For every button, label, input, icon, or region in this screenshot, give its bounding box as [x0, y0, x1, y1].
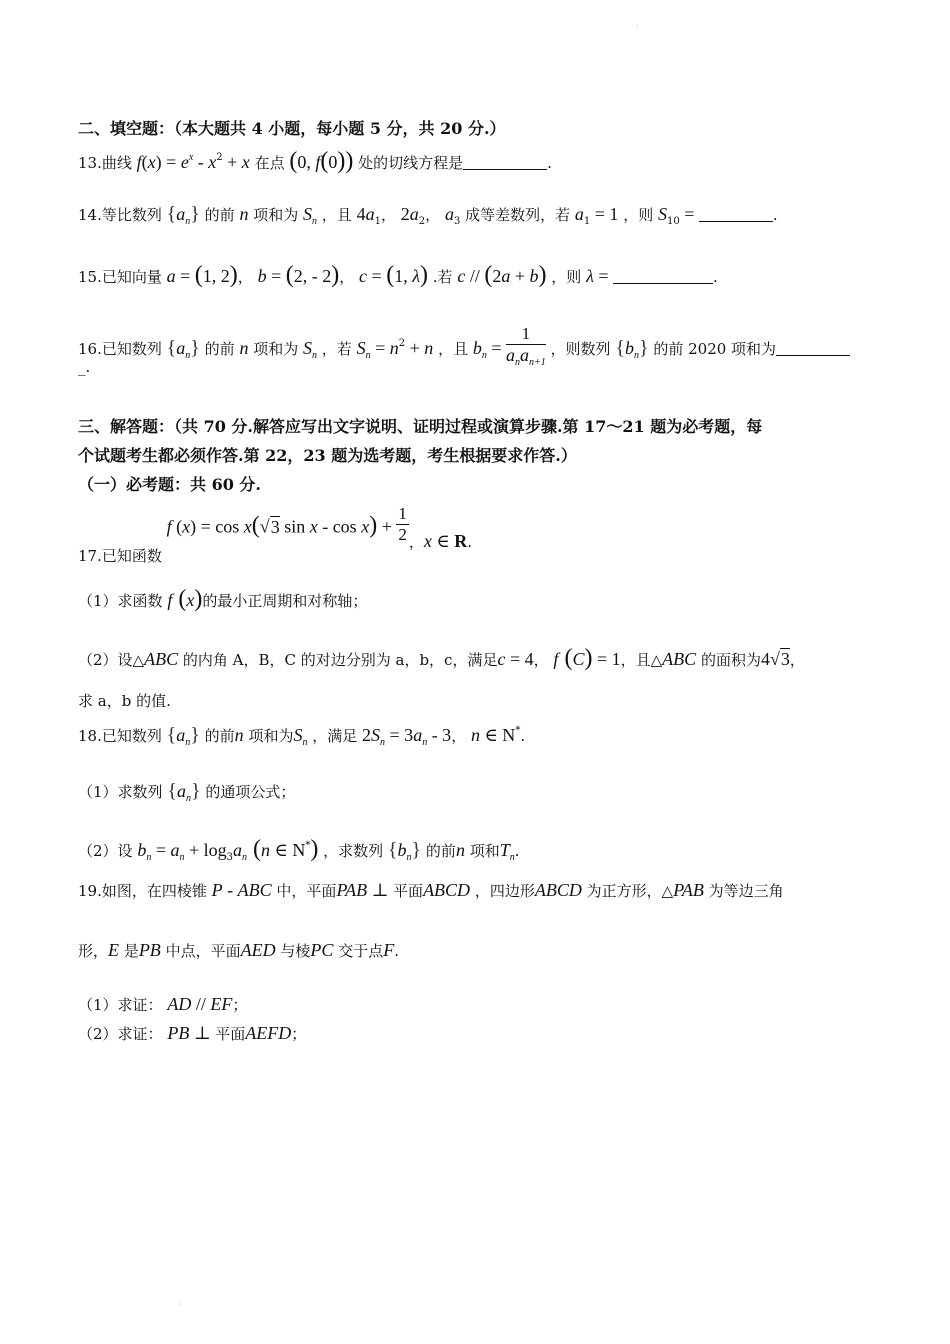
q19-part2-b: 平面	[215, 1025, 246, 1043]
q18-text-2: 项和为	[248, 727, 294, 745]
question-15: 15.已知向量 a = (1, 2)， b = (2, - 2)， c = (1, λ) .若 c // (2a + b) ，则 λ = .	[78, 262, 718, 288]
question-16-cont	[78, 358, 90, 376]
answer-blank-13[interactable]	[463, 155, 547, 170]
section-solve-title-2	[78, 443, 577, 466]
q13-label: 13.曲线	[78, 154, 132, 172]
q17-part2-a: （2）设△	[78, 651, 145, 669]
section3-subtitle: （一）必考题：共 60 分.	[78, 475, 261, 494]
q19-l2-d: 与棱	[280, 942, 311, 960]
q18-part1: （1）求数列 $\{a_n\}$ 的通项公式；	[78, 780, 296, 804]
q17-part1-a: （1）求函数	[78, 592, 163, 610]
q16-text-3: ，若	[321, 340, 352, 358]
q14-text-4: 成等差数列，若	[465, 206, 571, 224]
q19-label: 19.如图，在四棱锥	[78, 882, 207, 900]
q17-part2-c: ，且△	[620, 651, 663, 669]
q14-text-1: 的前	[204, 206, 235, 224]
q16-cont-text: _.	[78, 358, 91, 376]
q15-text-2: ，则	[551, 268, 582, 286]
question-14: 14.等比数列 $\{a_n\}$ 的前 n 项和为 $S_n$ ，且 $4a_1$， $2a_2$， $a_3$ 成等差数列，若 $a_1 = 1$ ，则 $S_{10}$ = .	[78, 203, 778, 227]
q18-text-3: ，满足	[312, 727, 358, 745]
decorative-dot-bottom: ·	[178, 1300, 181, 1309]
q19-text-2: 平面	[393, 882, 424, 900]
q19-l2-e: 交于点	[338, 942, 384, 960]
q18-label: 18.已知数列	[78, 727, 162, 745]
question-16: 16.已知数列 $\{a_n\}$ 的前 n 项和为 $S_n$ ，若 $S_n = n^2 + n$ ，且 $b_n$ = $\frac{1}{a_na_{n+1}}$ ，则数列 $\{b_n\}$ 的前 2020 项和为	[78, 328, 850, 372]
q14-text-3: ，且	[321, 206, 352, 224]
q18-part2-d: 项和	[469, 842, 500, 860]
q13-text-end: 处的切线方程是	[358, 154, 464, 172]
q17-part2-e: 求 a，b 的值.	[78, 692, 171, 710]
section-fill-in-title	[78, 116, 506, 139]
q14-period: .	[772, 206, 778, 224]
q16-text-1: 的前	[204, 340, 235, 358]
q18-text-1: 的前	[204, 727, 235, 745]
q16-text-4: ，且	[438, 340, 469, 358]
q15-label: 15.已知向量	[78, 268, 162, 286]
q18-part2-c: 的前	[425, 842, 456, 860]
answer-blank-16[interactable]	[776, 341, 850, 356]
q16-text-2: 项和为	[253, 340, 299, 358]
q19-l2-c: 中点，平面	[165, 942, 241, 960]
q17-part1: （1）求函数 f (x)的最小正周期和对称轴；	[78, 586, 368, 612]
q18-part2-b: ，求数列	[323, 842, 384, 860]
q17-part2-d: 的面积为	[700, 651, 761, 669]
q18-part1-b: 的通项公式；	[205, 783, 296, 801]
q18-part2: （2）设 $b_n = a_n + \log_3a_n$ (n ∈ N*) ，求数列 $\{b_n\}$ 的前n 项和$T_n$.	[78, 836, 520, 863]
q13-period: .	[547, 154, 552, 172]
q19-text-3: ，四边形	[474, 882, 535, 900]
q17-half: $\frac{1}{2}$	[398, 504, 407, 544]
q15-text-1: .若	[432, 268, 453, 286]
question-13: 13.曲线 $f(x) = e^x - x^2 + x$ 在点 (0, f(0)) 处的切线方程是 .	[78, 148, 552, 174]
question-17: 17.已知函数 f (x) = cos x(√3 sin x - cos x) + $\frac{1}{2}$ ，x ∈ R.	[78, 504, 472, 565]
answer-blank-14[interactable]	[699, 207, 773, 222]
q19-text-4: 为正方形，△	[586, 882, 674, 900]
q17-part2-b: 的内角 A，B，C 的对边分别为 a，b，c，满足	[182, 651, 498, 669]
section-title-text: 二、填空题：（本大题共 4 小题，每小题 5 分，共 20 分.）	[78, 119, 506, 138]
q16-text-5: ，则数列	[550, 340, 611, 358]
q14-text-5: ，则	[623, 206, 654, 224]
section3-title-line1: 三、解答题：（共 70 分.解答应写出文字说明、证明过程或演算步骤.第 17～21 题为必考题，每	[78, 417, 763, 436]
question-18: 18.已知数列 $\{a_n\}$ 的前n 项和为$S_n$ ，满足 $2S_n = 3a_n - 3$， n ∈ N*.	[78, 724, 526, 748]
q17-label: 17.已知函数	[78, 546, 162, 565]
q19-text-1: 中，平面	[276, 882, 337, 900]
q13-text-point: 在点	[254, 154, 285, 172]
answer-blank-15[interactable]	[613, 269, 713, 284]
q19-part1: （1）求证： AD // EF；	[78, 994, 248, 1014]
question-19: 19.如图，在四棱锥 P - ABC 中，平面PAB ⊥ 平面ABCD ，四边形ABCD 为正方形，△PAB 为等边三角	[78, 880, 784, 900]
q19-text-5: 为等边三角	[708, 882, 784, 900]
q16-fraction: $\frac{1}{a_na_{n+1}}$	[506, 324, 546, 368]
q19-l2-a: 形，	[78, 942, 109, 960]
q17-part1-b: 的最小正周期和对称轴；	[202, 592, 368, 610]
q19-l2-b: 是	[123, 942, 139, 960]
q16-label: 16.已知数列	[78, 340, 162, 358]
q19-part2: （2）求证： PB ⊥ 平面AEFD；	[78, 1023, 307, 1043]
q14-text-2: 项和为	[253, 206, 299, 224]
q19-part1-a: （1）求证：	[78, 996, 163, 1014]
q17-part2-cont	[78, 690, 171, 711]
q15-period: .	[713, 268, 718, 286]
q18-part2-a: （2）设	[78, 842, 133, 860]
q18-part1-a: （1）求数列	[78, 783, 163, 801]
q16-text-6: 的前 2020 项和为	[653, 340, 777, 358]
section3-title-line2: 个试题考生都必须作答.第 22，23 题为选考题，考生根据要求作答.）	[78, 446, 577, 465]
decorative-dot-top: ·	[636, 22, 639, 31]
q14-label: 14.等比数列	[78, 206, 162, 224]
q13-function-formula: f	[136, 152, 142, 172]
q17-part2: （2）设△ABC 的内角 A，B，C 的对边分别为 a，b，c，满足c = 4， f (C) = 1，且△ABC 的面积为4√3，	[78, 645, 805, 671]
question-19-line2: 形，E 是PB 中点，平面AED 与棱PC 交于点F.	[78, 940, 399, 960]
section-solve-title	[78, 414, 762, 437]
q19-part2-a: （2）求证：	[78, 1025, 163, 1043]
section-required-title	[78, 472, 261, 495]
